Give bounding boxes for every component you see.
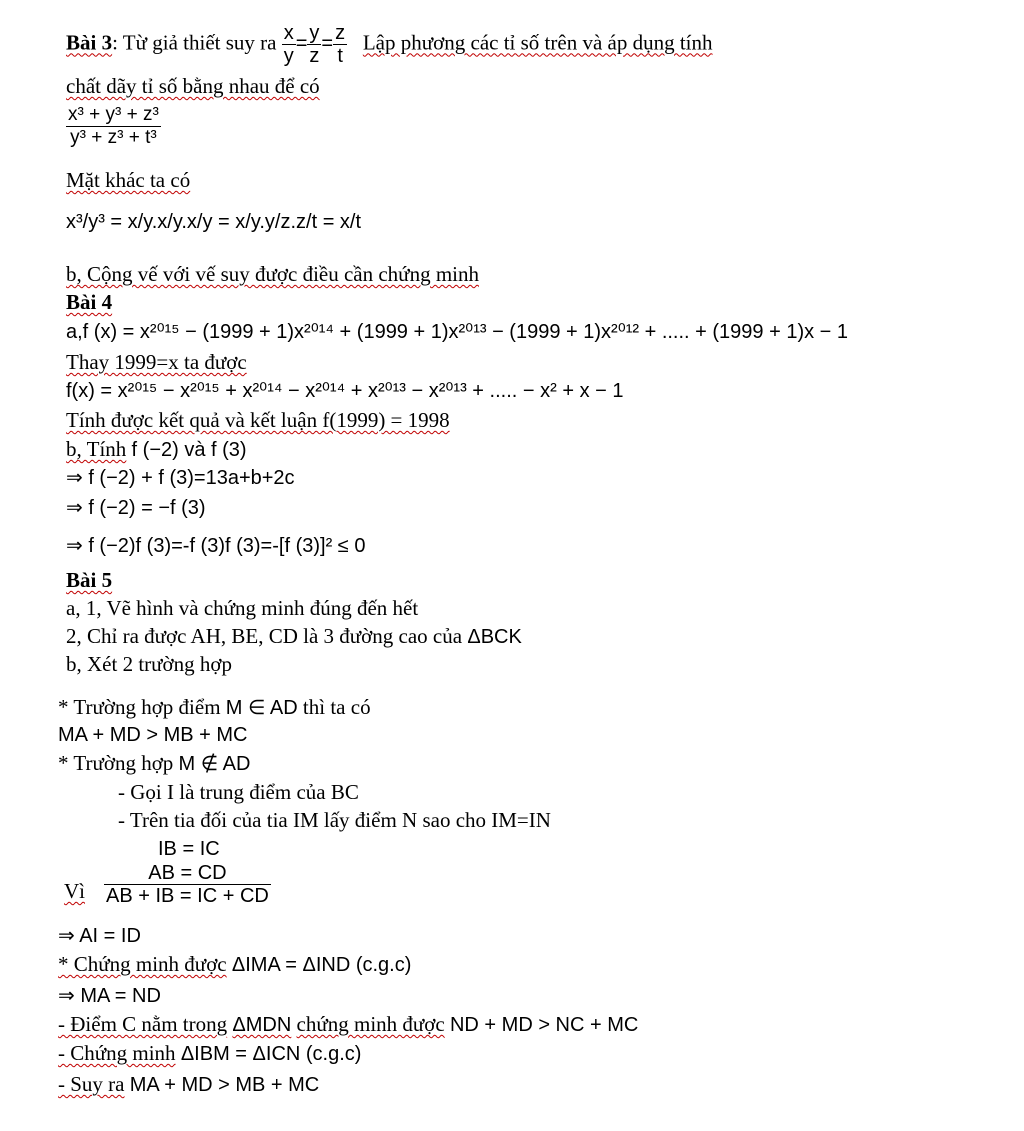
suy-math: MA + MD > MB + MC xyxy=(129,1074,320,1096)
bai3-line-b: b, Cộng vế với vế suy được điều cần chứng minh xyxy=(66,262,479,286)
bai5-case2 xyxy=(58,751,250,776)
bai3-line2: chất dãy tỉ số bằng nhau để có xyxy=(66,74,320,98)
case1-end: thì ta có xyxy=(302,695,371,719)
bai4-fx: f(x) = x²⁰¹⁵ − x²⁰¹⁵ + x²⁰¹⁴ − x²⁰¹⁴ + x²⁰¹³ − x²⁰¹³ + ..... − x² + x − 1 xyxy=(66,380,624,402)
bai4-b xyxy=(66,437,247,462)
bai4-ketqua: Tính được kết quả và kết luận f(1999) = 1998 xyxy=(66,408,450,432)
bai5-cm2 xyxy=(58,1041,361,1066)
bai4-imp2: ⇒ f (−2) = −f (3) xyxy=(66,497,206,519)
cm2-math: ΔIBM = ΔICN (c.g.c) xyxy=(180,1043,362,1065)
cm2-text: - Chứng minh xyxy=(58,1041,176,1065)
bai5-a2 xyxy=(66,624,522,649)
bai5-goi: - Gọi I là trung điểm của BC xyxy=(118,780,359,804)
bai5-ai-id: ⇒ AI = ID xyxy=(58,925,141,947)
bai3-line1: Bài 3: Từ giả thiết suy ra $\frac{x}{y}$ = $\frac{y}{z}$ = $\frac{z}{t}$ Lập phương các tỉ số trên và áp dụng tính xyxy=(66,22,713,67)
bai3-intro: : Từ giả thiết suy ra xyxy=(112,30,277,55)
bai5-ineq1: MA + MD > MB + MC xyxy=(58,724,248,746)
case1-text: * Trường hợp điểm xyxy=(58,695,221,719)
bai4-imp1: ⇒ f (−2) + f (3)=13a+b+2c xyxy=(66,467,295,489)
vi-label: Vì xyxy=(64,879,85,903)
ratio-z-t: $\frac{z}{t}$ xyxy=(335,22,346,67)
ratio-x-y: $\frac{x}{y}$ xyxy=(283,22,294,67)
bai5-tren: - Trên tia đối của tia IM lấy điểm N sao cho IM=IN xyxy=(118,808,551,832)
bai4-title: Bài 4 xyxy=(66,290,113,314)
bai5-ma-nd: ⇒ MA = ND xyxy=(58,985,161,1007)
bai4-b-text: b, Tính xyxy=(66,437,127,461)
frac-denominator: y³ + z³ + t³ xyxy=(66,126,161,149)
bai3-cube-eq: x³/y³ = x/y.x/y.x/y = x/y.y/z.z/t = x/t xyxy=(66,211,362,233)
bai5-vi xyxy=(64,879,85,903)
case1-math: M ∈ AD xyxy=(225,697,298,719)
diem-c-text: - Điểm C nằm trong xyxy=(58,1012,228,1036)
bai5-cm1 xyxy=(58,952,411,977)
bai5-title: Bài 5 xyxy=(66,568,113,592)
diem-c-math2: ND + MD > NC + MC xyxy=(449,1014,639,1036)
bai5-a1: a, 1, Vẽ hình và chứng minh đúng đến hết xyxy=(66,596,419,620)
ab-cd: AB = CD xyxy=(148,862,227,884)
ratio-y-z: $\frac{y}{z}$ xyxy=(309,22,320,67)
sum-eq: AB + IB = IC + CD xyxy=(106,885,269,907)
bai4-imp3: ⇒ f (−2)f (3)=-f (3)f (3)=-[f (3)]² ≤ 0 xyxy=(66,535,366,557)
bai5-vi-fraction xyxy=(104,862,271,907)
cm1-text: * Chứng minh được xyxy=(58,952,227,976)
bai5-b: b, Xét 2 trường hợp xyxy=(66,652,232,676)
bai5-a2-text: 2, Chỉ ra được AH, BE, CD là 3 đường cao của xyxy=(66,624,463,648)
diem-c-text2: chứng minh được xyxy=(296,1012,445,1036)
bai4-thay: Thay 1999=x ta được xyxy=(66,350,247,374)
case2-text: * Trường hợp xyxy=(58,751,174,775)
bai5-ib-ic: IB = IC xyxy=(158,838,220,860)
bai3-after-ratio: Lập phương các tỉ số trên và áp dụng tính xyxy=(362,30,713,55)
bai5-suy xyxy=(58,1072,319,1097)
bai3-title: Bài 3 xyxy=(66,30,113,55)
diem-c-math1: ΔMDN xyxy=(232,1014,292,1036)
bai5-diem-c xyxy=(58,1012,638,1037)
cm1-math: ΔIMA = ΔIND (c.g.c) xyxy=(231,954,412,976)
bai5-case1 xyxy=(58,695,371,720)
suy-text: - Suy ra xyxy=(58,1072,125,1096)
bai4-b-math: f (−2) và f (3) xyxy=(131,439,247,461)
bai5-a2-math: ΔBCK xyxy=(467,626,522,648)
frac-numerator: x³ + y³ + z³ xyxy=(68,104,159,125)
bai4-fa: a,f (x) = x²⁰¹⁵ − (1999 + 1)x²⁰¹⁴ + (1999 + 1)x²⁰¹³ − (1999 + 1)x²⁰¹² + ..... + (1999 + 1)x − 1 xyxy=(66,321,849,343)
bai3-mat-khac: Mặt khác ta có xyxy=(66,168,191,192)
bai3-fraction xyxy=(66,104,161,149)
case2-math: M ∉ AD xyxy=(178,753,251,775)
